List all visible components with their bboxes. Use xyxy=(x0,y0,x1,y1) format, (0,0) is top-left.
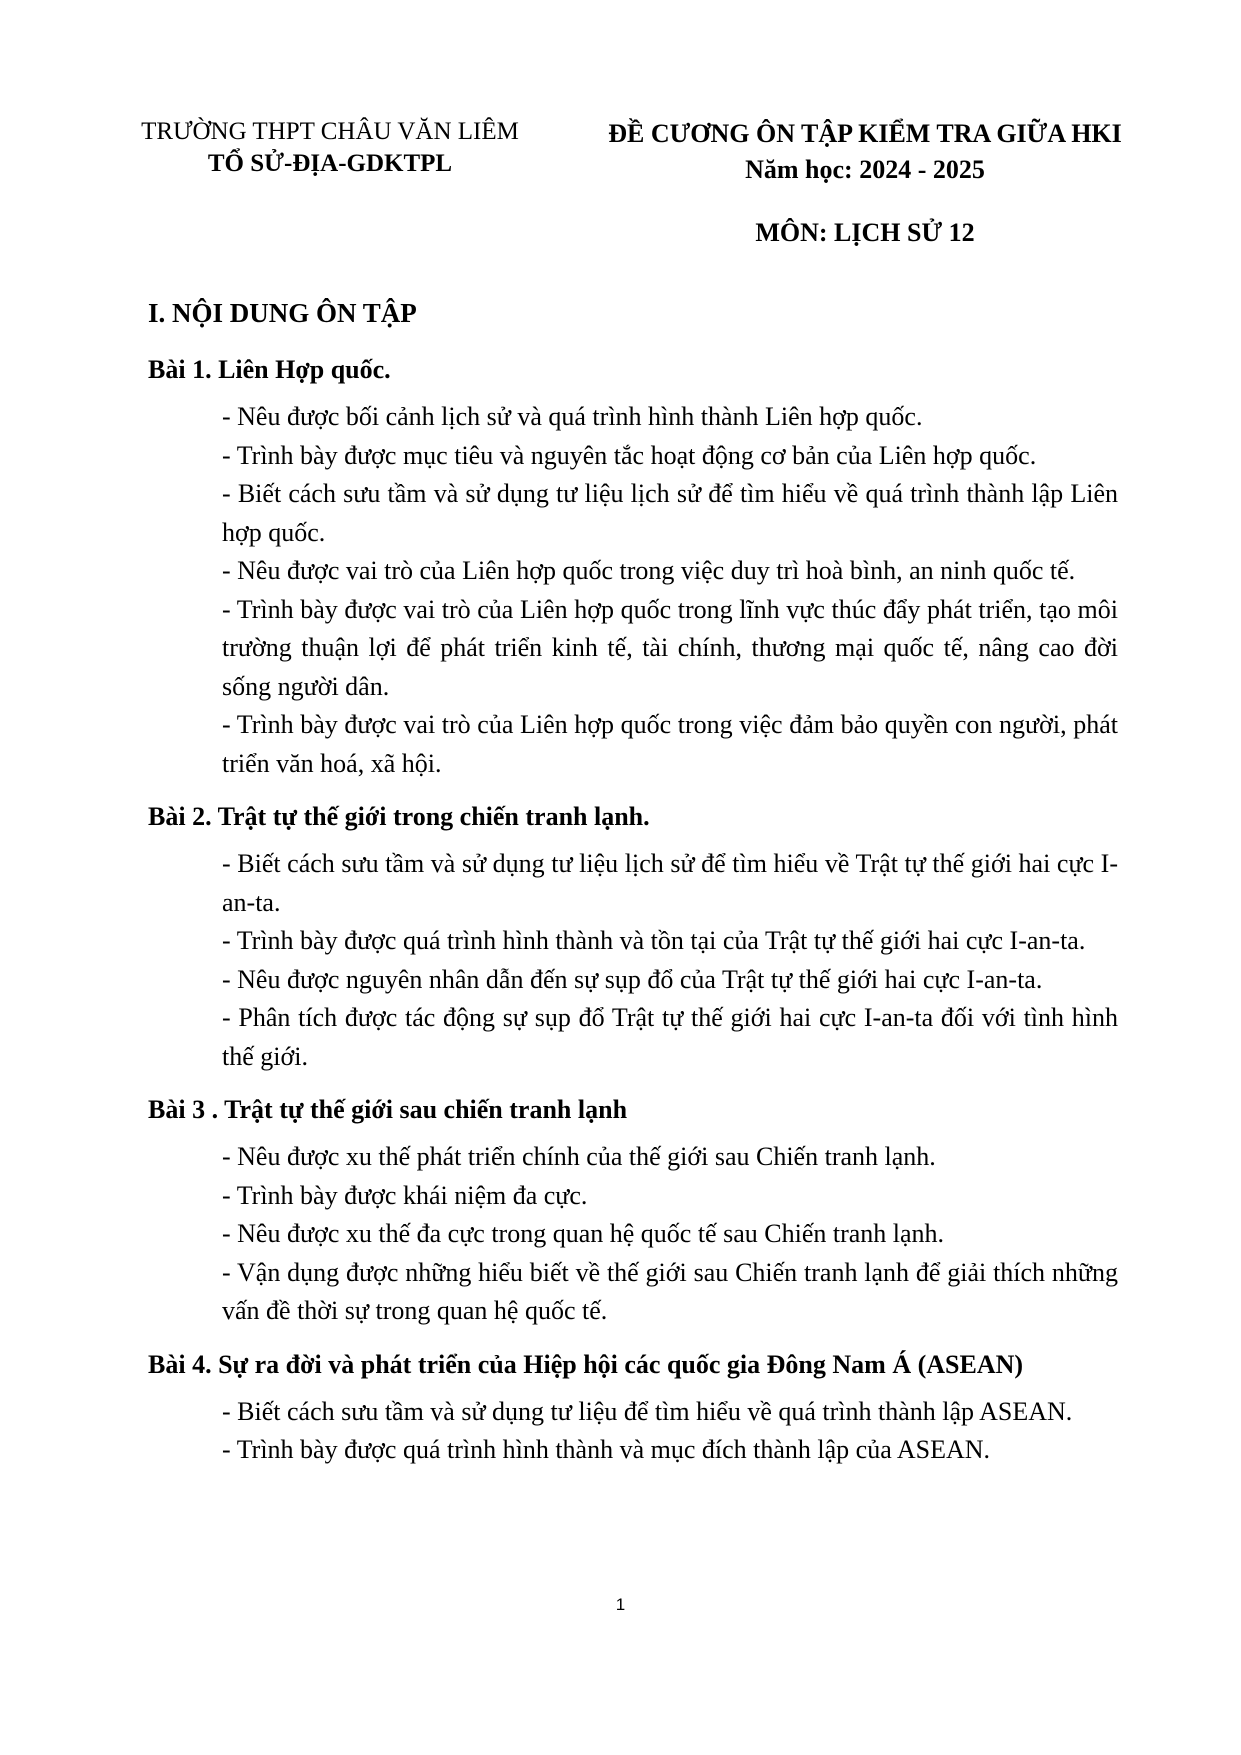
list-item: - Trình bày được khái niệm đa cực. xyxy=(222,1180,588,1210)
list-item: - Trình bày được vai trò của Liên hợp quốc trong việc đảm bảo quyền con người, phát triển văn hoá, xã hội. xyxy=(222,710,1118,778)
lesson-items xyxy=(222,845,1118,1076)
document-title: ĐỀ CƯƠNG ÔN TẬP KIỂM TRA GIỮA HKI xyxy=(608,119,1122,148)
lesson-title: Bài 4. Sự ra đời và phát triển của Hiệp hội các quốc gia Đông Nam Á (ASEAN) xyxy=(148,1349,1024,1379)
lesson-1 xyxy=(148,352,1118,783)
list-item: - Nêu được vai trò của Liên hợp quốc trong việc duy trì hoà bình, an ninh quốc tế. xyxy=(222,556,1076,585)
list-item: - Phân tích được tác động sự sụp đổ Trật tự thế giới hai cực I-an-ta đối với tình hình thế giới. xyxy=(222,1003,1118,1071)
school-year: Năm học: 2024 - 2025 xyxy=(745,155,985,184)
list-item: - Nêu được bối cảnh lịch sử và quá trình hình thành Liên hợp quốc. xyxy=(222,402,923,431)
list-item: - Trình bày được mục tiêu và nguyên tắc hoạt động cơ bản của Liên hợp quốc. xyxy=(222,440,1037,470)
lesson-3 xyxy=(148,1092,1118,1331)
list-item: - Trình bày được quá trình hình thành và mục đích thành lập của ASEAN. xyxy=(222,1435,991,1464)
list-item: - Biết cách sưu tầm và sử dụng tư liệu lịch sử để tìm hiểu về quá trình thành lập Liên hợp quốc. xyxy=(222,479,1118,547)
lesson-title: Bài 3 . Trật tự thế giới sau chiến tranh lạnh xyxy=(148,1095,628,1124)
list-item: - Nêu được xu thế đa cực trong quan hệ quốc tế sau Chiến tranh lạnh. xyxy=(222,1219,945,1248)
header-right xyxy=(560,116,1170,188)
lesson-items xyxy=(222,1393,1118,1470)
list-item: - Vận dụng được những hiểu biết về thế giới sau Chiến tranh lạnh để giải thích những vấn đề thời sự trong quan hệ quốc tế. xyxy=(222,1257,1118,1325)
school-name: TRƯỜNG THPT CHÂU VĂN LIÊM xyxy=(141,118,519,145)
lesson-4 xyxy=(148,1347,1118,1470)
main-content xyxy=(148,296,1118,1486)
list-item: - Trình bày được vai trò của Liên hợp quốc trong lĩnh vực thúc đẩy phát triển, tạo môi trường thuận lợi để phát triển kinh tế, tài chính, thương mại quốc tế, nâng cao đời sống người dân. xyxy=(222,594,1118,701)
header-left xyxy=(100,116,560,180)
list-item: - Trình bày được quá trình hình thành và tồn tại của Trật tự thế giới hai cực I-an-ta. xyxy=(222,926,1086,955)
lesson-title: Bài 2. Trật tự thế giới trong chiến tranh lạnh. xyxy=(148,802,650,831)
list-item: - Nêu được xu thế phát triển chính của thế giới sau Chiến tranh lạnh. xyxy=(222,1142,936,1171)
lesson-items xyxy=(222,1138,1118,1331)
subject-title: MÔN: LỊCH SỬ 12 xyxy=(755,218,975,247)
section-title: I. NỘI DUNG ÔN TẬP xyxy=(148,298,417,328)
list-item: - Biết cách sưu tầm và sử dụng tư liệu lịch sử để tìm hiểu về Trật tự thế giới hai cực I-an-ta. xyxy=(222,849,1118,917)
list-item: - Biết cách sưu tầm và sử dụng tư liệu để tìm hiểu về quá trình thành lập ASEAN. xyxy=(222,1396,1073,1426)
lesson-items xyxy=(222,398,1118,783)
lesson-title: Bài 1. Liên Hợp quốc. xyxy=(148,355,391,384)
lesson-2 xyxy=(148,799,1118,1076)
department-name: TỔ SỬ-ĐỊA-GDKTPL xyxy=(207,150,453,177)
page-number: 1 xyxy=(615,1595,626,1614)
list-item: - Nêu được nguyên nhân dẫn đến sự sụp đổ của Trật tự thế giới hai cực I-an-ta. xyxy=(222,964,1043,994)
